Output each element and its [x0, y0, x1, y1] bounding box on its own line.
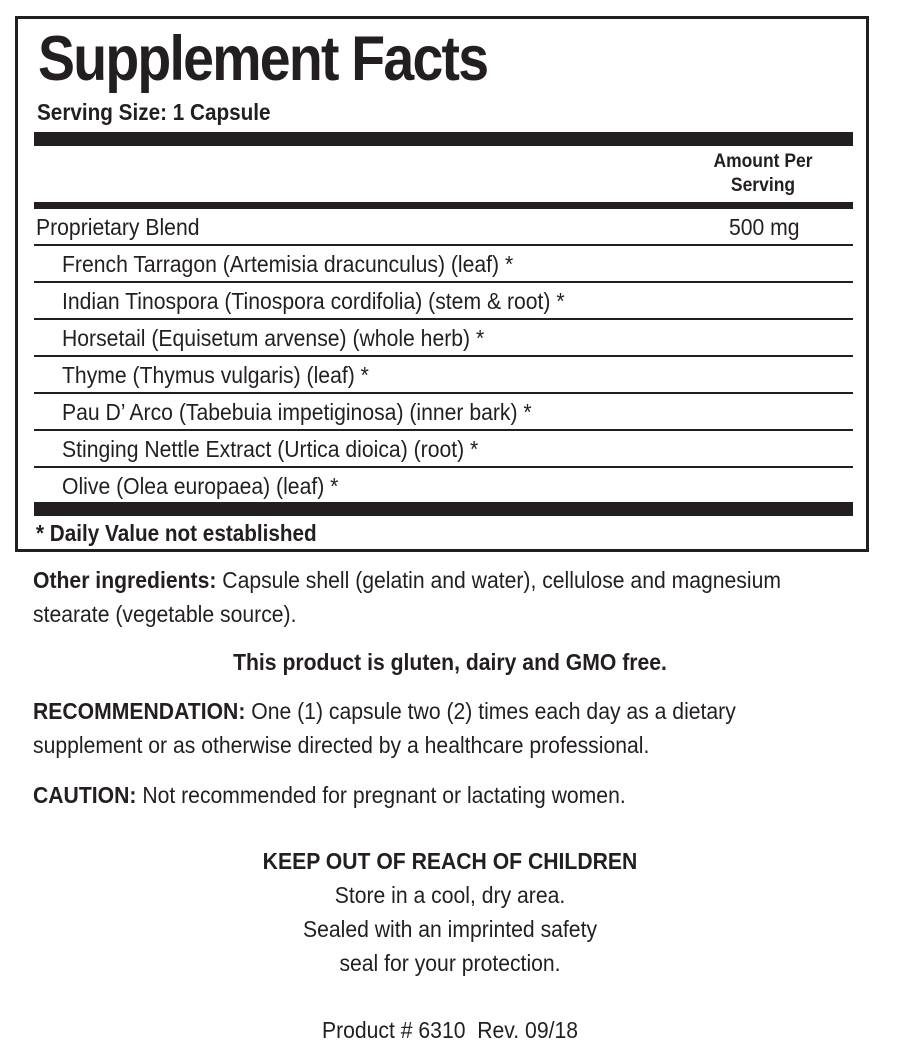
- ingredient-name: Thyme (Thymus vulgaris) (leaf) *: [62, 362, 369, 388]
- table-row: [34, 357, 853, 394]
- amount-per-serving-header: [703, 150, 823, 198]
- other-ingredients-line1: [33, 563, 843, 597]
- ingredient-name: Horsetail (Equisetum arvense) (whole herb) *: [62, 325, 485, 351]
- panel-title: Supplement Facts: [38, 24, 488, 94]
- storage-line2: Sealed with an imprinted safety: [302, 916, 598, 942]
- allergen-free-statement: This product is gluten, dairy and GMO free.: [233, 649, 667, 675]
- table-row-proprietary-blend: [34, 209, 853, 246]
- divider-bar-top: [34, 132, 853, 146]
- caution-text: Not recommended for pregnant or lactating women.: [136, 782, 626, 808]
- divider-bar-header: [34, 202, 853, 209]
- caution: [33, 778, 843, 812]
- table-row: [34, 246, 853, 283]
- table-row: [34, 394, 853, 431]
- recommendation-text: One (1) capsule two (2) times each day as a dietary: [245, 698, 736, 724]
- amount-header-line2: Serving: [730, 175, 796, 196]
- serving-size: Serving Size: 1 Capsule: [37, 99, 271, 125]
- other-ingredients-text: Capsule shell (gelatin and water), cellulose and magnesium: [216, 567, 781, 593]
- ingredient-name: French Tarragon (Artemisia dracunculus) (leaf) *: [62, 251, 514, 277]
- ingredient-name: Olive (Olea europaea) (leaf) *: [62, 473, 339, 499]
- supplement-facts-panel: [15, 16, 869, 552]
- ingredient-name: Indian Tinospora (Tinospora cordifolia) (stem & root) *: [62, 288, 565, 314]
- recommendation-label: RECOMMENDATION:: [33, 698, 246, 724]
- table-row: [34, 320, 853, 357]
- divider-bar-bottom: [34, 502, 853, 516]
- table-row: [34, 431, 853, 468]
- keep-out-of-reach-heading: KEEP OUT OF REACH OF CHILDREN: [262, 848, 638, 874]
- ingredient-name: Stinging Nettle Extract (Urtica dioica) (root) *: [62, 436, 479, 462]
- storage-line3: seal for your protection.: [339, 950, 561, 976]
- amount-header-line1: Amount Per: [713, 151, 813, 172]
- storage-line1: Store in a cool, dry area.: [334, 882, 566, 908]
- recommendation-line1: [33, 694, 843, 728]
- table-row: [34, 468, 853, 505]
- daily-value-footnote: * Daily Value not established: [36, 520, 317, 546]
- recommendation: [33, 694, 843, 762]
- other-ingredients: [33, 563, 843, 631]
- recommendation-line2: supplement or as otherwise directed by a healthcare professional.: [33, 732, 650, 758]
- other-ingredients-line2: stearate (vegetable source).: [33, 601, 297, 627]
- ingredient-name: Pau D’ Arco (Tabebuia impetiginosa) (inner bark) *: [62, 399, 532, 425]
- product-code: Product # 6310 Rev. 09/18: [321, 1017, 579, 1043]
- caution-label: CAUTION:: [33, 782, 137, 808]
- caution-line: [33, 778, 843, 812]
- other-ingredients-label: Other ingredients:: [33, 567, 217, 593]
- table-row: [34, 283, 853, 320]
- blend-amount: 500 mg: [729, 214, 800, 240]
- storage-block: [36, 844, 864, 980]
- blend-name: Proprietary Blend: [36, 214, 200, 240]
